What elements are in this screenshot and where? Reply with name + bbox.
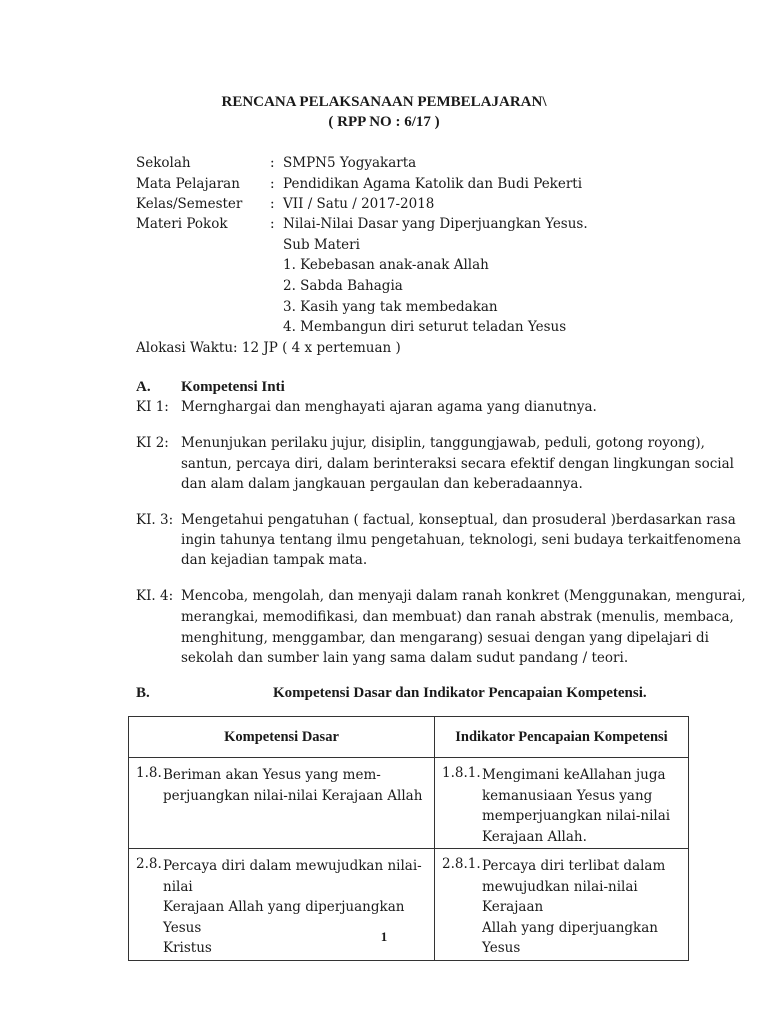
ipk-line: mewujudkan nilai-nilai Kerajaan (482, 878, 638, 915)
sekolah-label: Sekolah (136, 155, 191, 171)
ki-label: KI. 4: (136, 588, 174, 604)
ki-text: merangkai, memodifikasi, dan membuat) dan ranah abstrak (menulis, membaca, (181, 609, 734, 625)
sub-materi-item: 4. Membangun diri seturut teladan Yesus (283, 319, 567, 335)
ipk-line: Percaya diri terlibat dalam (482, 858, 666, 874)
ki-text: santun, percaya diri, dalam berinteraksi secara efektif dengan lingkungan social (181, 456, 734, 472)
ipk-line: kemanusiaan Yesus yang (482, 787, 653, 804)
ipk-number: 1.8.1. (442, 765, 481, 781)
table-row (129, 758, 689, 849)
ki-text: dan alam dalam jangkauan pergaulan dan keberadaannya. (181, 476, 583, 492)
mapel-label: Mata Pelajaran (136, 176, 240, 192)
colon: : (270, 176, 275, 192)
kd-line: Beriman akan Yesus yang mem- (163, 767, 381, 783)
ki-label: KI 2: (136, 435, 169, 451)
alokasi-waktu: Alokasi Waktu: 12 JP ( 4 x pertemuan ) (136, 340, 401, 356)
materi-label: Materi Pokok (136, 216, 228, 232)
kd-number: 2.8. (136, 856, 162, 872)
sub-materi-item: 2. Sabda Bahagia (283, 278, 403, 294)
kelas-value: VII / Satu / 2017-2018 (283, 196, 435, 212)
ki-label: KI. 3: (136, 512, 174, 528)
colon: : (270, 155, 275, 171)
ki-text: Menunjukan perilaku jujur, disiplin, tanggungjawab, peduli, gotong royong), (181, 435, 705, 451)
ipk-cell (435, 758, 689, 849)
kompetensi-table (128, 716, 689, 961)
colon: : (270, 196, 275, 212)
section-b-title: Kompetensi Dasar dan Indikator Pencapaian Kompetensi. (273, 685, 647, 701)
ipk-line: Allah yang diperjuangkan Yesus (482, 919, 658, 956)
column-header-kd: Kompetensi Dasar (129, 717, 435, 758)
ki-text: sekolah dan sumber lain yang sama dalam sudut pandang / teori. (181, 650, 629, 666)
section-a-letter: A. (136, 379, 151, 395)
ki-text: Mernghargai dan menghayati ajaran agama yang dianutnya. (181, 399, 597, 415)
kd-number: 1.8. (136, 765, 162, 781)
ipk-line: Mengimani keAllahan juga (482, 767, 666, 783)
kd-line: Percaya diri dalam mewujudkan nilai-nilai (163, 858, 422, 895)
ki-text: menghitung, menggambar, dan mengarang) sesuai dengan yang dipelajari di (181, 630, 710, 646)
ki-text: ingin tahunya tentang ilmu pengetahuan, teknologi, seni budaya terkaitfenomena (181, 532, 742, 548)
document-title: RENCANA PELAKSANAAN PEMBELAJARAN\ (221, 94, 547, 110)
ki-label: KI 1: (136, 399, 169, 415)
column-header-ipk: Indikator Pencapaian Kompetensi (435, 717, 689, 758)
ki-text: Mengetahui pengatuhan ( factual, konseptual, dan prosuderal )berdasarkan rasa (181, 512, 736, 528)
sekolah-value: SMPN5 Yogyakarta (283, 155, 417, 171)
kd-line: perjuangkan nilai-nilai Kerajaan Allah (163, 787, 423, 804)
page-number: 1 (380, 929, 388, 944)
kd-cell (129, 758, 435, 849)
ipk-number: 2.8.1. (442, 856, 481, 872)
ki-text: Mencoba, mengolah, dan menyaji dalam ranah konkret (Menggunakan, mengurai, (181, 588, 746, 604)
mapel-value: Pendidikan Agama Katolik dan Budi Pekerti (283, 176, 583, 192)
sub-materi-item: 3. Kasih yang tak membedakan (283, 299, 498, 315)
table-header-row (129, 717, 689, 758)
document-subtitle: ( RPP NO : 6/17 ) (328, 114, 440, 130)
ki-text: dan kejadian tampak mata. (181, 552, 368, 568)
sub-materi-label: Sub Materi (283, 237, 360, 253)
kd-line: Kristus (163, 940, 212, 956)
materi-value: Nilai-Nilai Dasar yang Diperjuangkan Yesus. (283, 216, 588, 232)
sub-materi-item: 1. Kebebasan anak-anak Allah (283, 257, 489, 273)
colon: : (270, 216, 275, 232)
ipk-line: memperjuangkan nilai-nilai (482, 808, 671, 824)
kelas-label: Kelas/Semester (136, 196, 243, 212)
kd-line: Kerajaan Allah yang diperjuangkan Yesus (163, 899, 405, 936)
section-a-title: Kompetensi Inti (181, 379, 285, 395)
section-b-letter: B. (136, 685, 150, 701)
ipk-line: Kerajaan Allah. (482, 828, 587, 845)
